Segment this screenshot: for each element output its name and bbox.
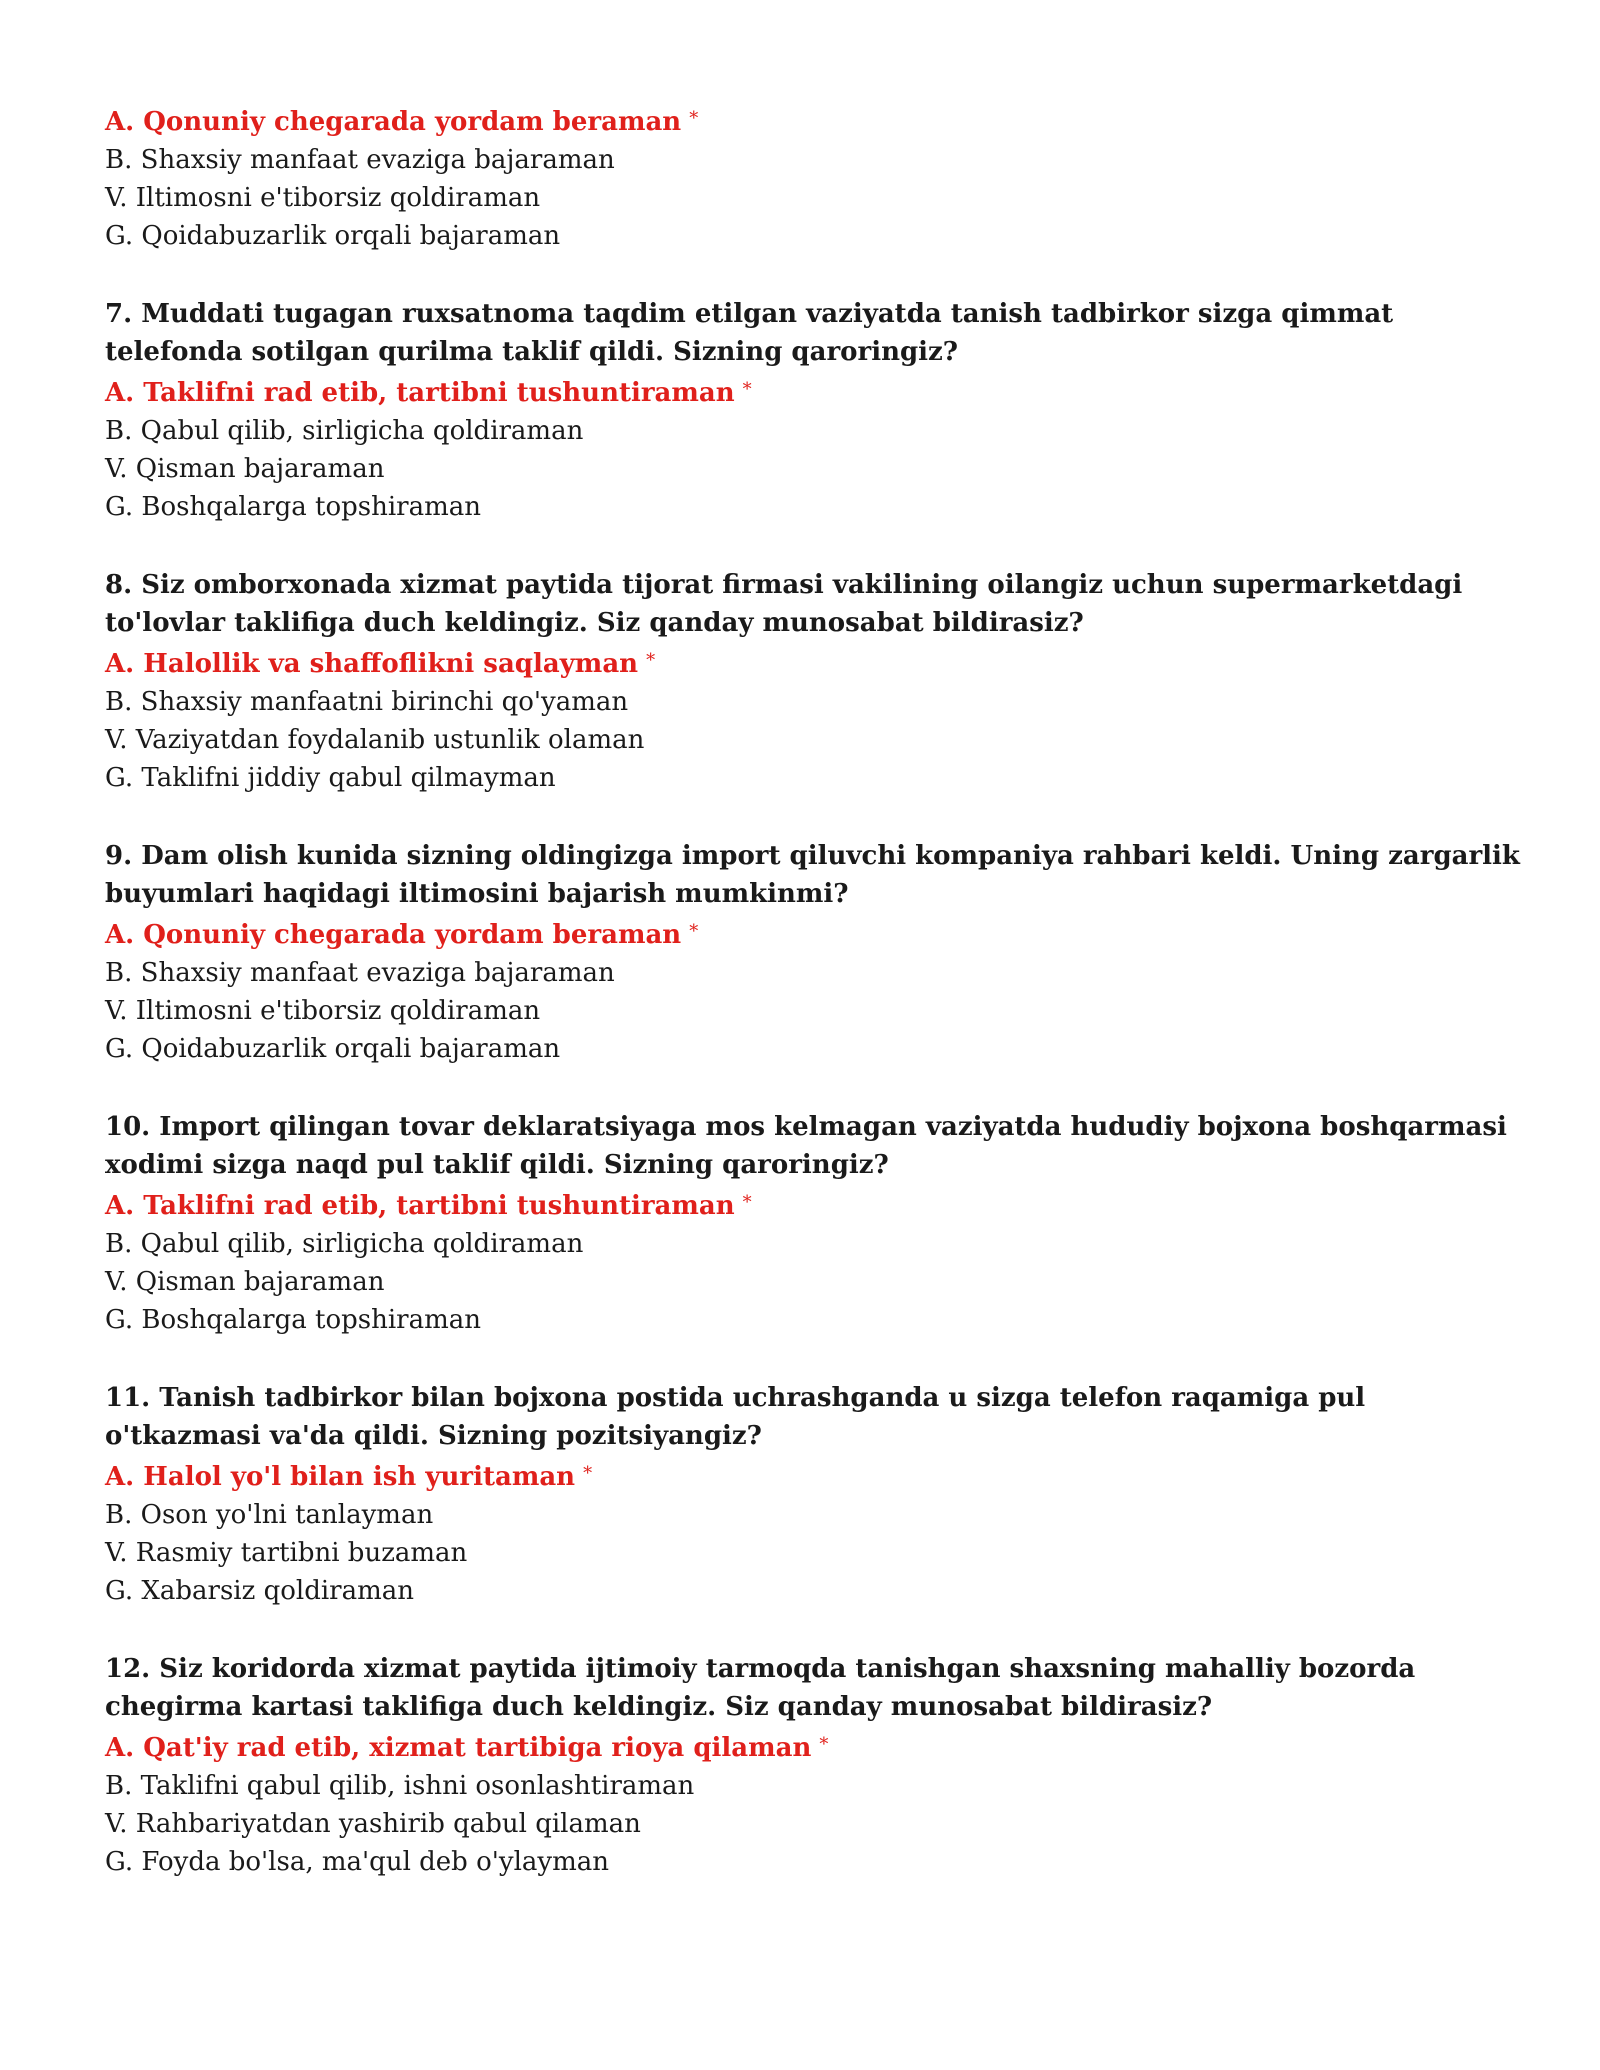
question-text: 7. Muddati tugagan ruxsatnoma taqdim etilgan vaziyatda tanish tadbirkor sizga qimmat telefonda sotilgan qurilma taklif qildi. Sizning qaroringiz? [105, 299, 1394, 367]
correct-option: A. Qonuniy chegarada yordam beraman * [105, 107, 699, 137]
option: B. Shaxsiy manfaatni birinchi qo'yaman [105, 687, 629, 717]
correct-option: A. Taklifni rad etib, tartibni tushuntiraman * [105, 378, 752, 408]
option: V. Vaziyatdan foydalanib ustunlik olaman [105, 725, 645, 755]
question-text: 11. Tanish tadbirkor bilan bojxona postida uchrashganda u sizga telefon raqamiga pul o'tkazmasi va'da qildi. Sizning pozitsiyangiz? [105, 1383, 1366, 1451]
question-block-continued [105, 100, 1525, 255]
option: B. Oson yo'lni tanlayman [105, 1500, 434, 1530]
option: B. Taklifni qabul qilib, ishni osonlashtiraman [105, 1771, 695, 1801]
correct-option: A. Qat'iy rad etib, xizmat tartibiga rioya qilaman * [105, 1733, 829, 1763]
option: G. Xabarsiz qoldiraman [105, 1576, 414, 1606]
option: V. Rasmiy tartibni buzaman [105, 1538, 468, 1568]
question-block [105, 566, 1525, 797]
quiz-page [105, 100, 1525, 1881]
option: B. Qabul qilib, sirligicha qoldiraman [105, 1229, 584, 1259]
question-block [105, 1108, 1525, 1339]
question-block [105, 1379, 1525, 1610]
option: V. Rahbariyatdan yashirib qabul qilaman [105, 1809, 641, 1839]
option: G. Taklifni jiddiy qabul qilmayman [105, 763, 556, 793]
correct-marker: * [819, 1734, 829, 1755]
option: V. Qisman bajaraman [105, 1267, 385, 1297]
correct-marker: * [583, 1463, 593, 1484]
option: G. Qoidabuzarlik orqali bajaraman [105, 221, 561, 251]
option: B. Shaxsiy manfaat evaziga bajaraman [105, 145, 615, 175]
correct-option: A. Taklifni rad etib, tartibni tushuntiraman * [105, 1191, 752, 1221]
option: G. Boshqalarga topshiraman [105, 1305, 481, 1335]
correct-marker: * [742, 379, 752, 400]
correct-marker: * [689, 108, 699, 129]
question-block [105, 295, 1525, 526]
question-text: 10. Import qilingan tovar deklaratsiyaga mos kelmagan vaziyatda hududiy bojxona boshqarmasi xodimi sizga naqd pul taklif qildi. Sizning qaroringiz? [105, 1112, 1507, 1180]
question-block [105, 1650, 1525, 1881]
question-text: 9. Dam olish kunida sizning oldingizga import qiluvchi kompaniya rahbari keldi. Uning zargarlik buyumlari haqidagi iltimosini bajarish mumkinmi? [105, 841, 1520, 909]
question-text: 8. Siz omborxonada xizmat paytida tijorat firmasi vakilining oilangiz uchun supermarketdagi to'lovlar taklifiga duch keldingiz. Siz qanday munosabat bildirasiz? [105, 570, 1463, 638]
correct-option: A. Halollik va shaffoflikni saqlayman * [105, 649, 656, 679]
correct-marker: * [689, 921, 699, 942]
correct-marker: * [646, 650, 656, 671]
option: V. Iltimosni e'tiborsiz qoldiraman [105, 996, 541, 1026]
option: G. Foyda bo'lsa, ma'qul deb o'ylayman [105, 1847, 609, 1877]
option: V. Qisman bajaraman [105, 454, 385, 484]
option: G. Qoidabuzarlik orqali bajaraman [105, 1034, 561, 1064]
question-block [105, 837, 1525, 1068]
option: B. Shaxsiy manfaat evaziga bajaraman [105, 958, 615, 988]
option: V. Iltimosni e'tiborsiz qoldiraman [105, 183, 541, 213]
correct-option: A. Halol yo'l bilan ish yuritaman * [105, 1462, 593, 1492]
correct-option: A. Qonuniy chegarada yordam beraman * [105, 920, 699, 950]
option: B. Qabul qilib, sirligicha qoldiraman [105, 416, 584, 446]
correct-marker: * [742, 1192, 752, 1213]
question-text: 12. Siz koridorda xizmat paytida ijtimoiy tarmoqda tanishgan shaxsning mahalliy bozorda chegirma kartasi taklifiga duch keldingiz. Siz qanday munosabat bildirasiz? [105, 1654, 1416, 1722]
option: G. Boshqalarga topshiraman [105, 492, 481, 522]
